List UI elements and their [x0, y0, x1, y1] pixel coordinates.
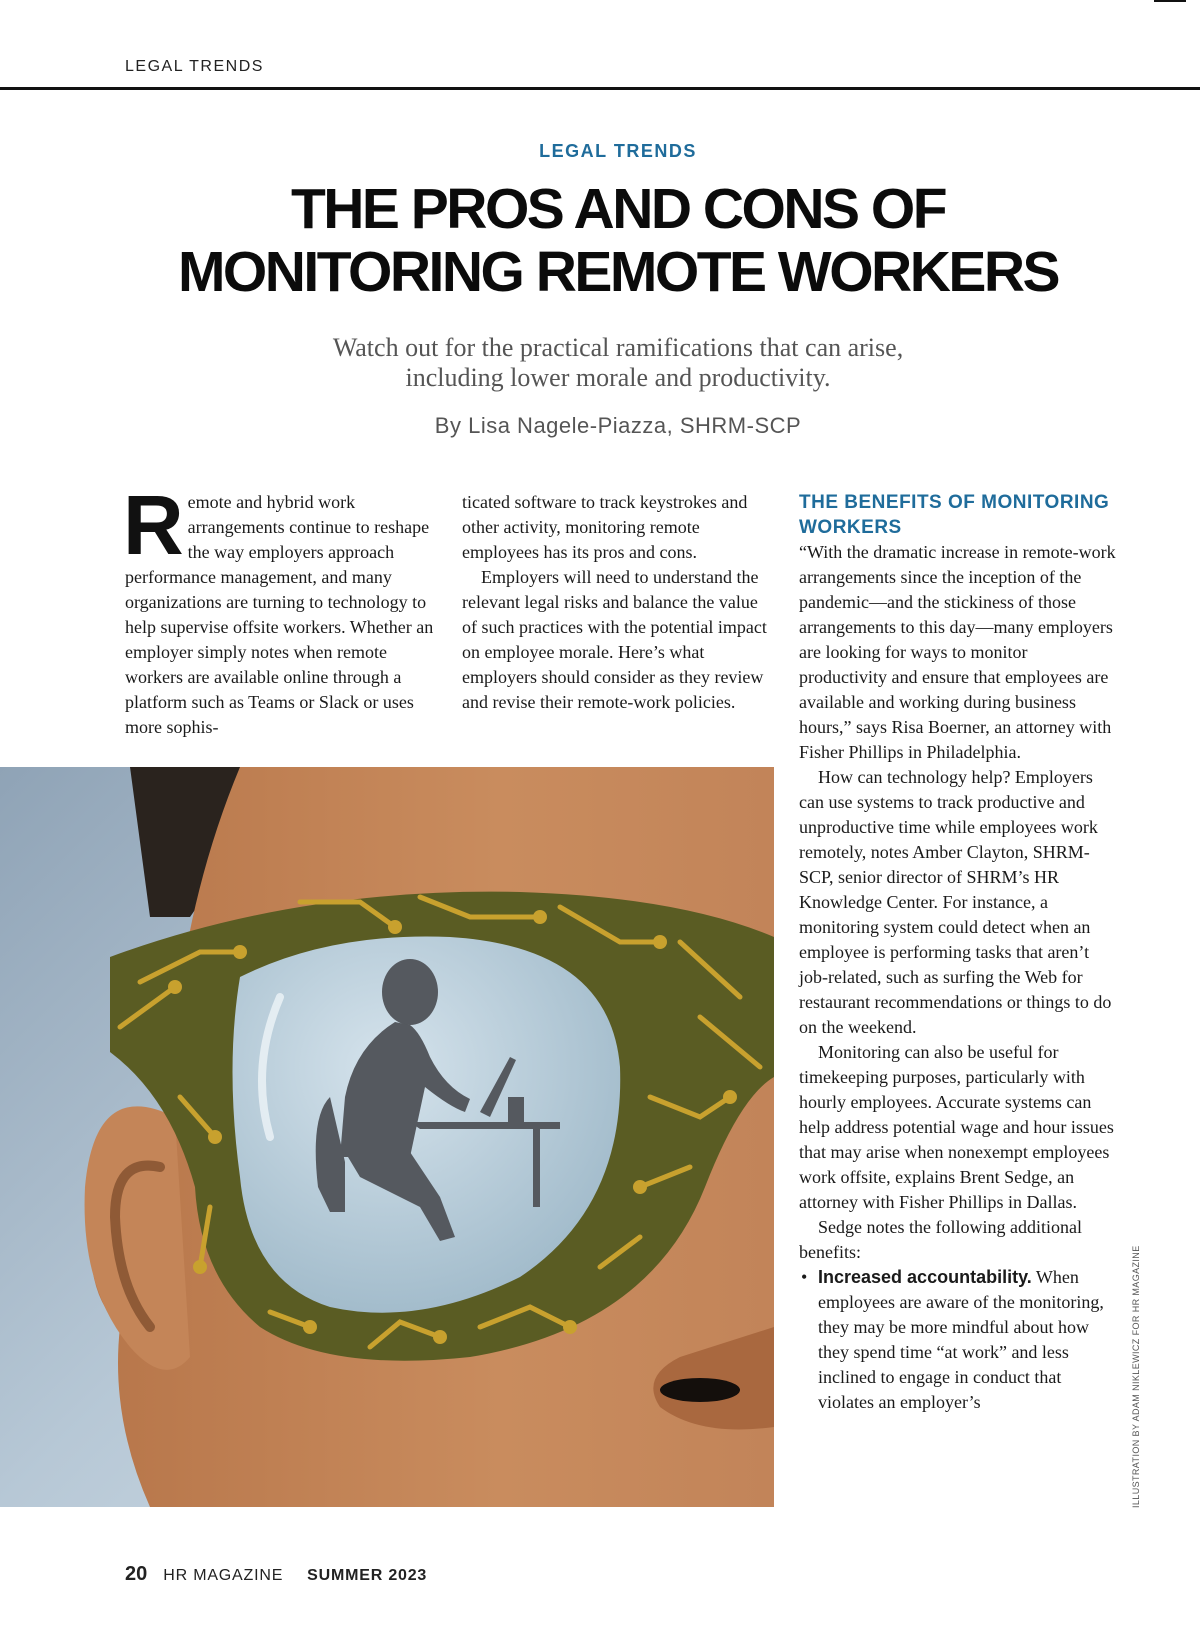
- headline-line-2: MONITORING REMOTE WORKERS: [177, 240, 1059, 304]
- corner-mark: [1154, 0, 1186, 2]
- bullet-text: When employees are aware of the monitoring, they may be more mindful about how they spend time “at work” and less inclined to engage in conduct that violates an employer’s: [818, 1267, 1104, 1412]
- bullet-item: [799, 1265, 1117, 1415]
- section-heading: THE BENEFITS OF MONITORING WORKERS: [799, 492, 1110, 538]
- byline: By Lisa Nagele-Piazza, SHRM-SCP: [434, 413, 802, 438]
- dek-line-1: Watch out for the practical ramifications that can arise,: [332, 333, 904, 362]
- magazine-name: HR MAGAZINE: [163, 1567, 284, 1584]
- paragraph: ticated software to track keystrokes and other activity, monitoring remote employees has its pros and cons.: [462, 492, 748, 562]
- drop-cap: R: [123, 478, 184, 572]
- paragraph: How can technology help? Employers can use systems to track productive and unproductive time while employees work remotely, notes Amber Clayton, SHRM-SCP, senior director of SHRM’s HR Knowledge Center. For instance, a monitoring system could detect when an employee is performing tasks that aren’t job-related, such as surfing the Web for restaurant recommendations or things to do on the weekend.: [799, 767, 1112, 1037]
- running-head: LEGAL TRENDS: [125, 58, 264, 75]
- dek-line-2: including lower morale and productivity.: [405, 363, 831, 392]
- paragraph: Sedge notes the following additional benefits:: [799, 1217, 1082, 1262]
- body-column-3: [799, 490, 1117, 1415]
- page-footer: [125, 1563, 427, 1586]
- page-number: 20: [125, 1563, 148, 1585]
- headline-line-1: THE PROS AND CONS OF: [290, 177, 946, 241]
- article-headline: [0, 178, 1200, 304]
- intro-text: emote and hybrid work arrangements continue to reshape the way employers approach performance management, and many organizations are turning to technology to help supervise offsite workers. Whether an employer simply notes when remote workers are available online through a platform such as Teams or Slack or uses more sophis-: [125, 492, 434, 737]
- paragraph: “With the dramatic increase in remote-work arrangements since the inception of the pandemic—and the stickiness of those arrangements to this day—many employers are looking for ways to monitor productivity and ensure that employees are available and working during business hours,” says Risa Boerner, an attorney with Fisher Phillips in Philadelphia.: [799, 542, 1116, 762]
- bullet-dot: •: [801, 1267, 808, 1287]
- paragraph: Employers will need to understand the relevant legal risks and balance the value of such practices with the potential impact on employee morale. Here’s what employers should consider as they review and revise their remote-work policies.: [462, 567, 767, 712]
- body-column-1: [123, 478, 440, 740]
- issue-date: SUMMER 2023: [307, 1567, 428, 1584]
- header-rule: [0, 87, 1200, 90]
- bullet-lead: Increased accountability.: [818, 1267, 1032, 1287]
- paragraph: Monitoring can also be useful for timekeeping purposes, particularly with hourly employees. Accurate systems can help address potential wage and hour issues that may arise when nonexempt employees work offsite, explains Brent Sedge, an attorney with Fisher Phillips in Dallas.: [799, 1042, 1114, 1212]
- illustration-credit: ILLUSTRATION BY ADAM NIKLEWICZ FOR HR MAGAZINE: [1131, 1245, 1141, 1508]
- body-column-2: [462, 490, 777, 715]
- article-dek: [0, 333, 1200, 393]
- section-kicker: LEGAL TRENDS: [539, 141, 697, 161]
- illustration-glasses-remote-worker: [0, 767, 774, 1507]
- nostril: [660, 1378, 740, 1402]
- intro-paragraph: [123, 478, 440, 740]
